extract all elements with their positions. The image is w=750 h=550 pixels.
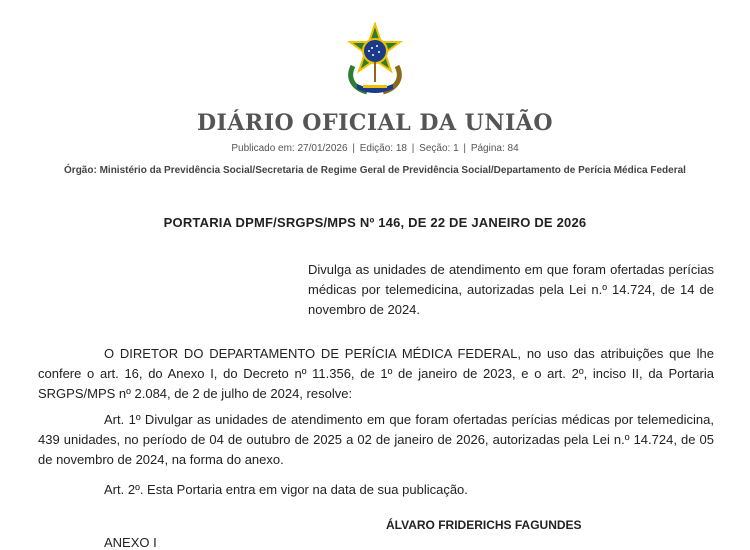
annex-heading: ANEXO I — [104, 535, 157, 550]
article-2: Art. 2º. Esta Portaria entra em vigor na data de sua publicação. — [104, 482, 468, 497]
organ-label: Órgão: — [64, 165, 97, 176]
organ-value: Ministério da Previdência Social/Secretaria de Regime Geral de Previdência Social/Departamento de Perícia Médica Federal — [99, 165, 686, 176]
edition-number: Edição: 18 — [359, 143, 407, 154]
issuing-organ — [50, 163, 700, 179]
brazil-coat-of-arms-icon — [339, 22, 411, 98]
preamble-paragraph: O DIRETOR DO DEPARTAMENTO DE PERÍCIA MÉDICA FEDERAL, no uso das atribuições que lhe confere o art. 16, do Anexo I, do Decreto nº 11.356, de 1º de janeiro de 2023, e o art. 2º, inciso II, da Portaria SRGPS/MPS nº 2.084, de 2 de julho de 2024, resolve: — [38, 346, 714, 401]
masthead-title: DIÁRIO OFICIAL DA UNIÃO — [196, 110, 554, 136]
ementa: Divulga as unidades de atendimento em que foram ofertadas perícias médicas por telemedicina, autorizadas pela Lei n.º 14.724, de 14 de novembro de 2024. — [308, 262, 714, 317]
page-number: Página: 84 — [470, 143, 519, 154]
separator: | — [352, 143, 355, 154]
portaria-title: PORTARIA DPMF/SRGPS/MPS Nº 146, DE 22 DE JANEIRO DE 2026 — [163, 215, 587, 230]
publication-info — [0, 143, 750, 154]
published-date: Publicado em: 27/01/2026 — [231, 143, 348, 154]
section-number: Seção: 1 — [419, 143, 459, 154]
separator: | — [411, 143, 415, 154]
article-1: Art. 1º Divulgar as unidades de atendimento em que foram ofertadas perícias médicas por telemedicina, 439 unidades, no período de 04 de outubro de 2025 a 02 de janeiro de 2026, autorizadas pela Lei n.º 14.724, de 05 de novembro de 2024, na forma do anexo. — [38, 412, 714, 467]
separator: | — [463, 143, 467, 154]
signatory-name: ÁLVARO FRIDERICHS FAGUNDES — [386, 518, 582, 532]
